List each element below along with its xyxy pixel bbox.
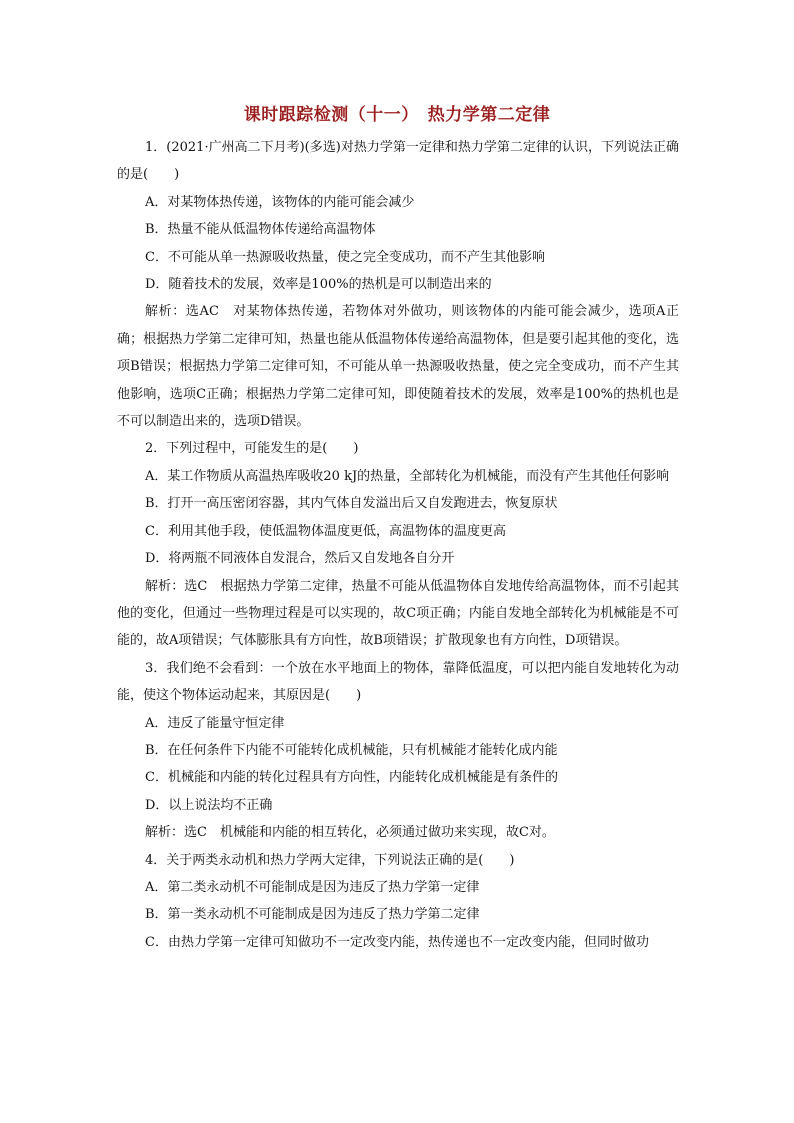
option-c: C．不可能从单一热源吸收热量，使之完全变成功，而不产生其他影响 [145, 249, 545, 265]
option-d: D．随着技术的发展，效率是100%的热机是可以制造出来的 [145, 277, 492, 293]
option-b: B．热量不能从低温物体传递给高温物体 [145, 222, 376, 238]
page-title: 课时跟踪检测（十一） 热力学第二定律 [243, 105, 551, 125]
option-a: A．某工作物质从高温热库吸收20 kJ的热量，全部转化为机械能，而没有产生其他任何影响 [145, 468, 670, 484]
analysis-text: 解析：选C 根据热力学第二定律，热量不可能从低温物体自发地传给高温物体，而不引起其他的变化，但通过一些物理过程是可以实现的，故C项正确；内能自发地全部转化为机械能是不可能的，故A项错误；气体膨胀具有方向性，故B项错误；扩散现象也有方向性，D项错误。 [117, 578, 679, 649]
option-a: A．第二类永动机不可能制成是因为违反了热力学第一定律 [145, 879, 480, 895]
question-stem: 4．关于两类永动机和热力学两大定律，下列说法正确的是( ) [145, 852, 515, 868]
question-4 [117, 847, 679, 957]
question-2 [117, 435, 679, 654]
question-3 [117, 655, 679, 847]
question-list [117, 134, 679, 956]
option-b: B．在任何条件下内能不可能转化成机械能，只有机械能才能转化成内能 [145, 742, 558, 758]
question-1 [117, 134, 679, 435]
question-stem: 2．下列过程中，可能发生的是( ) [145, 441, 359, 457]
option-a: A．违反了能量守恒定律 [145, 715, 285, 731]
analysis-text: 解析：选C 机械能和内能的相互转化，必须通过做功来实现，故C对。 [145, 825, 555, 841]
option-c: C．由热力学第一定律可知做功不一定改变内能，热传递也不一定改变内能，但同时做功 [145, 934, 649, 950]
option-c: C．机械能和内能的转化过程具有方向性，内能转化成机械能是有条件的 [145, 770, 558, 786]
option-b: B．第一类永动机不可能制成是因为违反了热力学第二定律 [145, 907, 480, 923]
analysis-text: 解析：选AC 对某物体热传递，若物体对外做功，则该物体的内能可能会减少，选项A正确；根据热力学第二定律可知，热量也能从低温物体传递给高温物体，但是要引起其他的变化，选项B错误；根据热力学第二定律可知，不可能从单一热源吸收热量，使之完全变成功，而不产生其他影响，选项C正确；根据热力学第二定律可知，即使随着技术的发展，效率是100%的热机也是不可以制造出来的，选项D错误。 [117, 304, 679, 430]
question-stem: 1．(2021·广州高二下月考)(多选)对热力学第一定律和热力学第二定律的认识，下列说法正确的是( ) [117, 140, 679, 183]
option-c: C．利用其他手段，使低温物体温度更低，高温物体的温度更高 [145, 523, 506, 539]
option-a: A．对某物体热传递，该物体的内能可能会减少 [145, 194, 415, 210]
question-stem: 3．我们绝不会看到：一个放在水平地面上的物体，靠降低温度，可以把内能自发地转化为动能，使这个物体运动起来，其原因是( ) [117, 660, 679, 704]
option-b: B．打开一高压密闭容器，其内气体自发溢出后又自发跑进去，恢复原状 [145, 496, 558, 512]
option-d: D．以上说法均不正确 [145, 797, 273, 813]
option-d: D．将两瓶不同液体自发混合，然后又自发地各自分开 [145, 551, 455, 567]
